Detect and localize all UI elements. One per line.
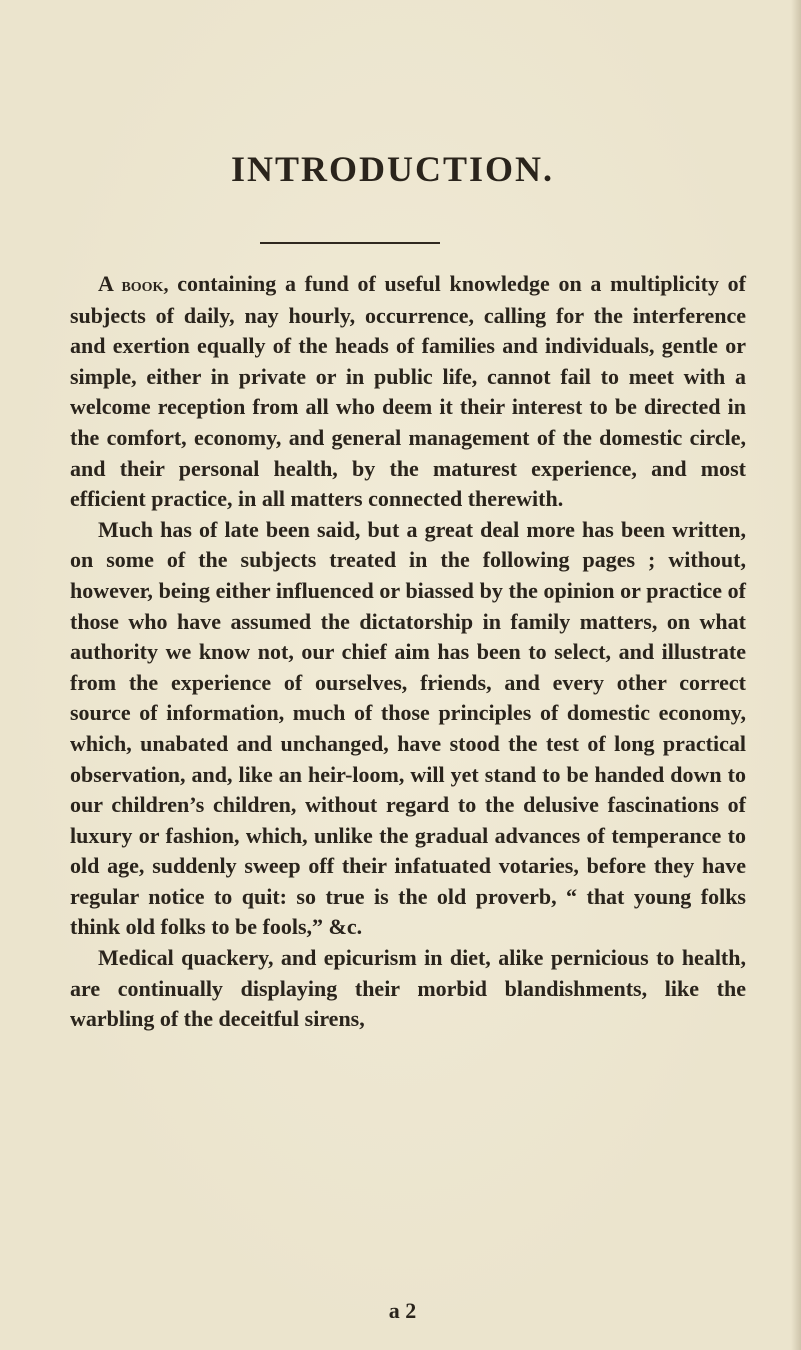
paragraph-2: Much has of late been said, but a great deal more has been written, on some of the subjects treated in the following pages ; without, however, being either influenced or biassed by the opinion or practice of those who have assumed the dictatorship in family matters, on what authority we know not, our chief aim has been to select, and illustrate from the experience of ourselves, friends, and every other correct source of information, much of those principles of domestic economy, which, unabated and unchanged, have stood the test of long practical observation, and, like an heir-loom, will yet stand to be handed down to our children’s children, without regard to the delusive fascinations of luxury or fashion, which, unlike the gradual advances of temperance to old age, suddenly sweep off their infatuated votaries, before they have regular notice to quit: so true is the old proverb, “ that young folks think old folks to be fools,” &c. (70, 516, 746, 940)
paragraph-3: Medical quackery, and epicurism in diet, alike pernicious to health, are continually displaying their morbid blandishments, like the warbling of the deceitful sirens, (70, 945, 746, 1032)
signature-mark: a 2 (388, 1298, 417, 1323)
paragraph-1-text: containing a fund of useful knowledge on a multiplicity of subjects of daily, nay hourly, occurrence, calling for the interference and exertion equally of the heads of families and individuals, gentle or simple, either in private or in public life, cannot fail to meet with a welcome reception from all who deem it their interest to be directed in the comfort, economy, and general management of the domestic circle, and their personal health, by the maturest experience, and most efficient practice, in all matters connected therewith. (70, 271, 747, 512)
lead-smallcaps: book, (121, 274, 169, 296)
page-edge-shadow (791, 0, 801, 1350)
paragraph-1 (70, 269, 746, 515)
page-title: INTRODUCTION. (230, 149, 555, 189)
title-rule (260, 242, 440, 244)
body-text (70, 269, 746, 1035)
lead-word: A (98, 271, 113, 296)
